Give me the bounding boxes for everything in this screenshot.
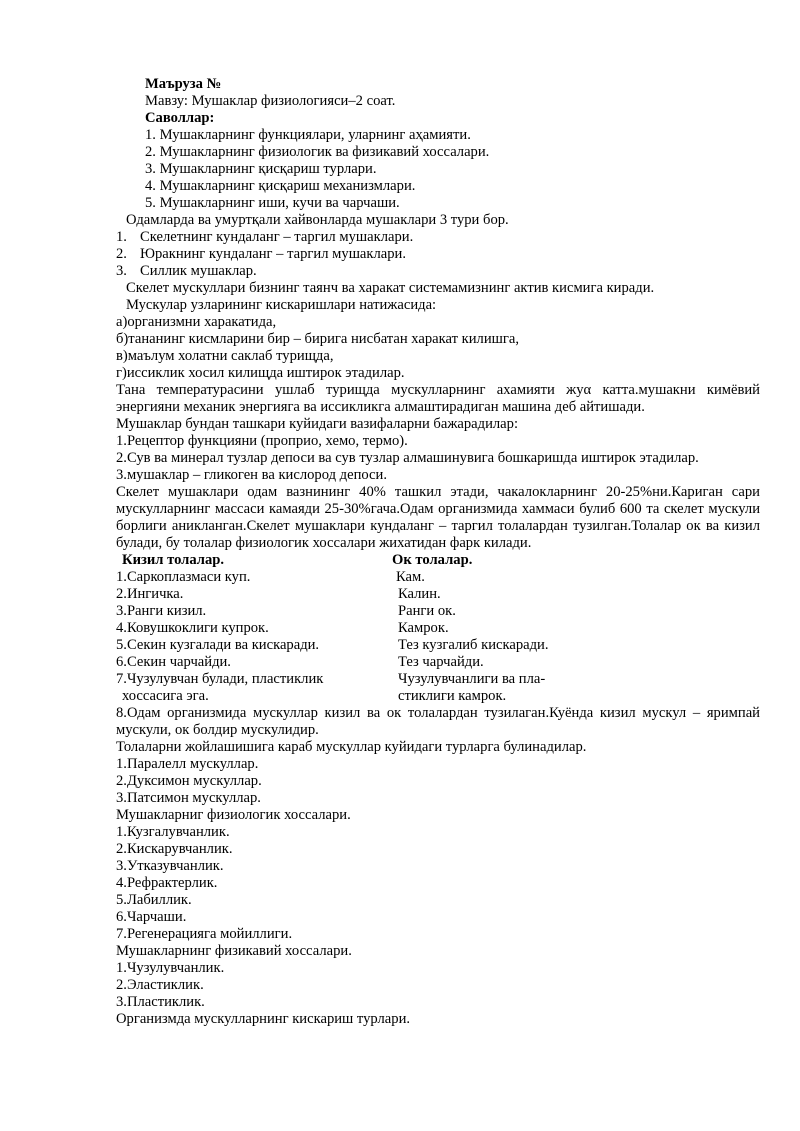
- paragraph-line: Тана температурасини ушлаб турищда мускулларнинг ахамияти жуα катта.мушакни кимёвий: [116, 382, 760, 398]
- white-fiber-cell: Чузулувчанлиги ва пла-: [398, 671, 546, 687]
- question-item: 2. Мушакларнинг физиологик ва физикавий хоссалари.: [145, 144, 490, 160]
- questions-heading: Саволлар:: [145, 110, 215, 126]
- paragraph-line: энергияни механик энергияга ва иссикликга алмаштирадиган машина деб айтишади.: [116, 399, 645, 415]
- physical-item: 1.Чузулувчанлик.: [116, 960, 225, 976]
- red-fiber-cell: 5.Секин кузгалади ва кискаради.: [116, 637, 320, 653]
- paragraph-line: булади, бу толалар физиологик хоссалари жихатидан фарк килади.: [116, 535, 532, 551]
- white-fiber-cell: Калин.: [398, 586, 441, 602]
- question-item: 5. Мушакларнинг иши, кучи ва чарчаши.: [145, 195, 400, 211]
- white-fiber-cell: стиклиги камрок.: [398, 688, 507, 704]
- physical-item: 2.Эластиклик.: [116, 977, 204, 993]
- arrangement-item: 2.Дуксимон мускуллар.: [116, 773, 262, 789]
- contraction-item: б)тананинг кисмларини бир – бирига нисбатан харакат килишга,: [116, 331, 519, 347]
- physiological-item: 5.Лабиллик.: [116, 892, 192, 908]
- paragraph-line: Скелет мушаклари одам вазнининг 40% ташкил этади, чакалокларнинг 20-25%ни.Кариган сари: [116, 484, 760, 500]
- paragraph-line: мускули, ок болдир мускулидир.: [116, 722, 319, 738]
- type-number: 1.: [116, 229, 127, 245]
- white-fiber-cell: Ранги ок.: [398, 603, 456, 619]
- physiological-item: 6.Чарчаши.: [116, 909, 187, 925]
- physiological-item: 4.Рефрактерлик.: [116, 875, 218, 891]
- fiber-paragraph: [116, 705, 760, 739]
- white-fiber-cell: Тез кузгалиб кискаради.: [398, 637, 549, 653]
- white-fiber-cell: Тез чарчайди.: [398, 654, 484, 670]
- arrangement-heading: Толаларни жойлашишига караб мускуллар куйидаги турларга булинадилар.: [116, 739, 587, 755]
- type-number: 3.: [116, 263, 127, 279]
- temperature-paragraph: [116, 382, 760, 416]
- paragraph-line: 8.Одам организмида мускуллар кизил ва ок толалардан тузилаган.Куёнда кизил мускул – яримпай: [116, 705, 760, 721]
- physiological-item: 1.Кузгалувчанлик.: [116, 824, 230, 840]
- paragraph-line: мускулларнинг массаси камаяди 25-30%гача.Одам организмида хаммаси булиб 600 та скелет мускули: [116, 501, 760, 517]
- white-fibers-heading: Ок толалар.: [392, 552, 473, 568]
- white-fiber-cell: Камрок.: [398, 620, 449, 636]
- red-fiber-cell: 3.Ранги кизил.: [116, 603, 207, 619]
- red-fiber-cell: 4.Ковушкоклиги купрок.: [116, 620, 269, 636]
- skeletal-mass-paragraph: [116, 484, 760, 552]
- contraction-item: а)организмни харакатида,: [116, 314, 277, 330]
- physiological-item: 2.Кискарувчанлик.: [116, 841, 233, 857]
- intro-paragraph: Одамларда ва умуртқали хайвонларда мушаклари 3 тури бор.: [126, 212, 509, 228]
- lecture-topic: Мавзу: Мушаклар физиологияси–2 соат.: [145, 93, 396, 109]
- final-heading: Организмда мускулларнинг кискариш турлари.: [116, 1011, 411, 1027]
- function-item: 2.Сув ва минерал тузлар депоси ва сув тузлар алмашинувига бошкаришда иштирок этадилар.: [116, 450, 699, 466]
- question-item: 1. Мушакларнинг функциялари, уларнинг аҳамияти.: [145, 127, 471, 143]
- red-fiber-cell: 2.Ингичка.: [116, 586, 184, 602]
- red-fiber-cell: хоссасига эга.: [122, 688, 209, 704]
- physical-heading: Мушакларнинг физикавий хоссалари.: [116, 943, 352, 959]
- function-item: 1.Рецептор функцияни (проприо, хемо, термо).: [116, 433, 408, 449]
- contraction-item: г)иссиклик хосил килищда иштирок этадилар.: [116, 365, 405, 381]
- type-text: Силлик мушаклар.: [140, 263, 257, 279]
- type-number: 2.: [116, 246, 127, 262]
- question-item: 4. Мушакларнинг қисқариш механизмлари.: [145, 178, 416, 194]
- white-fiber-cell: Кам.: [396, 569, 425, 585]
- red-fiber-cell: 7.Чузулувчан булади, пластиклик: [116, 671, 324, 687]
- red-fiber-cell: 6.Секин чарчайди.: [116, 654, 231, 670]
- red-fibers-heading: Кизил толалар.: [122, 552, 225, 568]
- skeletal-paragraph: Скелет мускуллари бизнинг таянч ва харакат системамизнинг актив кисмига киради.: [126, 280, 655, 296]
- type-text: Юракнинг кундаланг – таргил мушаклари.: [140, 246, 407, 262]
- arrangement-item: 3.Патсимон мускуллар.: [116, 790, 261, 806]
- physiological-heading: Мушакларниг физиологик хоссалари.: [116, 807, 351, 823]
- physiological-item: 3.Утказувчанлик.: [116, 858, 224, 874]
- physiological-item: 7.Регенерацияга мойиллиги.: [116, 926, 293, 942]
- contraction-item: в)маълум холатни саклаб турищда,: [116, 348, 334, 364]
- function-item: 3.мушаклар – гликоген ва кислород депоси.: [116, 467, 387, 483]
- question-item: 3. Мушакларнинг қисқариш турлари.: [145, 161, 377, 177]
- type-text: Скелетнинг кундаланг – таргил мушаклари.: [140, 229, 414, 245]
- contraction-intro: Мускулар узларининг кискаришлари натижасида:: [126, 297, 437, 313]
- lecture-title: Маъруза №: [145, 76, 222, 92]
- functions-heading: Мушаклар бундан ташкари куйидаги вазифаларни бажарадилар:: [116, 416, 518, 432]
- red-fiber-cell: 1.Саркоплазмаси куп.: [116, 569, 251, 585]
- arrangement-item: 1.Паралелл мускуллар.: [116, 756, 259, 772]
- paragraph-line: борлиги аникланган.Скелет мушаклари кундаланг – таргил толалардан тузилган.Толалар ок ва кизил: [116, 518, 760, 534]
- physical-item: 3.Пластиклик.: [116, 994, 205, 1010]
